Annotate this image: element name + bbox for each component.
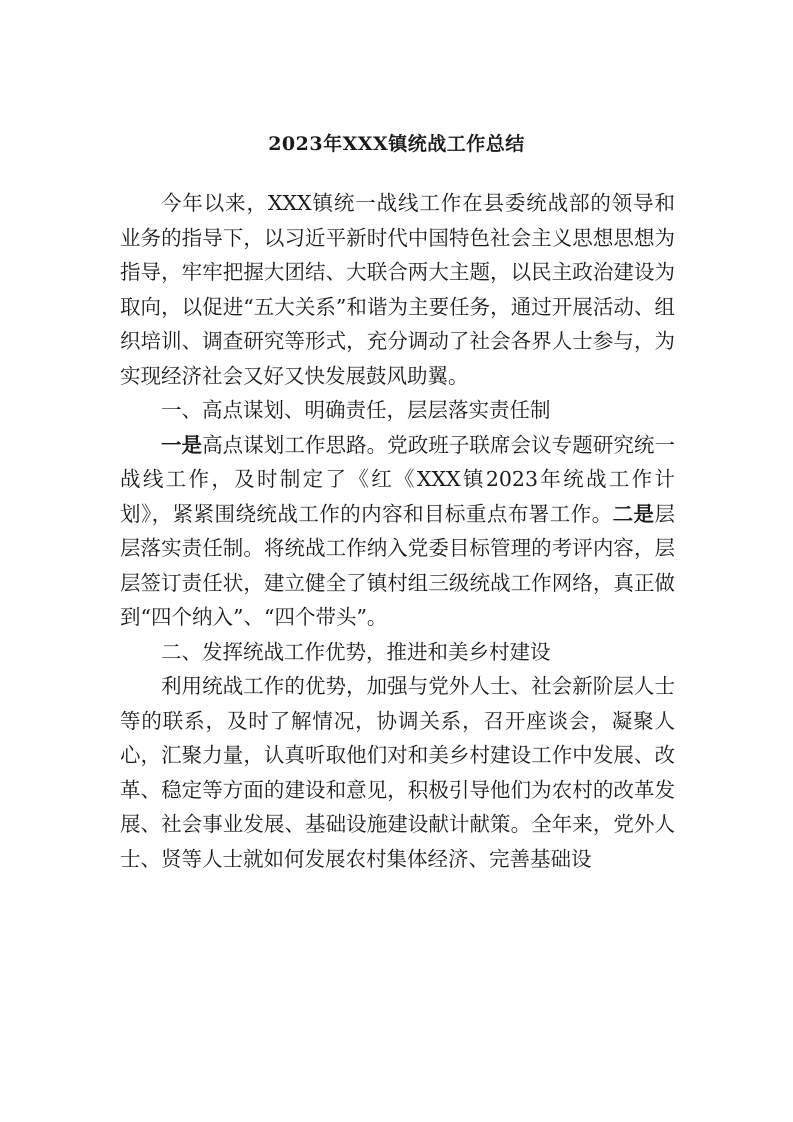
document-body: [120, 186, 675, 876]
section-2-paragraph: 利用统战工作的优势，加强与党外人士、社会新阶层人士等的联系，及时了解情况，协调关系，召开座谈会，凝聚人心，汇聚力量，认真听取他们对和美乡村建设工作中发展、改革、稳定等方面的建设和意见，积极引导他们为农村的改革发展、社会事业发展、基础设施建设献计献策。全年来，党外人士、贤等人士就如何发展农村集体经济、完善基础设: [120, 674, 675, 871]
section-1-paragraph: [120, 428, 675, 635]
lead-marker-2: 二是: [612, 501, 655, 526]
document-title: 2023年XXX镇统战工作总结: [268, 133, 525, 155]
lead-marker-1: 一是: [161, 432, 203, 457]
section-1-heading: 一、高点谋划、明确责任，层层落实责任制: [161, 398, 551, 422]
section-2-heading: 二、发挥统战工作优势，推进和美乡村建设: [161, 639, 551, 664]
section-1-text-1: 高点谋划工作思路。党政班子联席会议专题研究统一战线工作，及时制定了《红《XXX镇2023年统战工作计划》，紧紧围绕统战工作的内容和目标重点布署工作。: [120, 432, 675, 526]
section-1-text-2: 层层落实责任制。将统战工作纳入党委目标管理的考评内容，层层签订责任状，建立健全了镇村组三级统战工作网络，真正做到“四个纳入”、“四个带头”。: [120, 501, 676, 629]
intro-paragraph: 今年以来，XXX镇统一战线工作在县委统战部的领导和业务的指导下，以习近平新时代中国特色社会主义思想思想为指导，牢牢把握大团结、大联合两大主题，以民主政治建设为取向，以促进“五大关系”和谐为主要任务，通过开展活动、组织培训、调查研究等形式，充分调动了社会各界人士参与，为实现经济社会又好又快发展鼓风助翼。: [120, 191, 675, 388]
